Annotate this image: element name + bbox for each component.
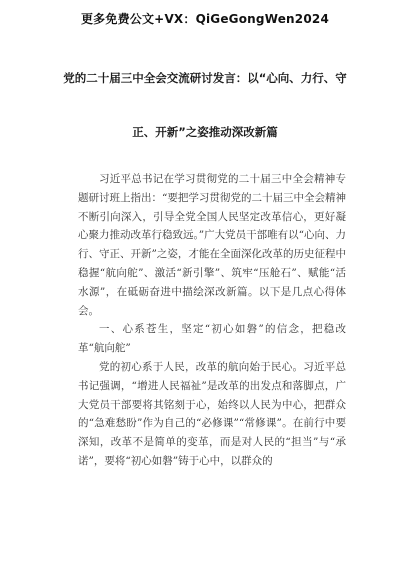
paragraph-intro: 习近平总书记在学习贯彻党的二十届三中全会精神专题研讨班上指出：“要把学习贯彻党的二十届三中全会精神不断引向深入，引导全党全国人民坚定改革信心，更好凝心聚力推动改革行稳致远。”广大党员干部唯有以“心向、力行、守正、开新”之姿，才能在全面深化改革的历史征程中稳握“航向舵”、激活“新引擎”、筑牢“压舱石”、赋能“活水源”，在砥砺奋进中描绘深改新篇。以下是几点心得体会。	[78, 173, 346, 317]
promo-header: 更多免费公文+VX：QiGeGongWen2024	[80, 12, 329, 26]
document-title-line-1: 党的二十届三中全会交流研讨发言：以“心向、力行、守	[63, 71, 347, 85]
section-heading-1: 一、心系苍生，坚定“初心如磐”的信念，把稳改革“航向舵”	[78, 323, 346, 355]
document-body	[78, 170, 346, 471]
paragraph-section-1: 党的初心系于人民，改革的航向始于民心。习近平总书记强调，“增进人民福祉”是改革的出发点和落脚点，广大党员干部要将其铭刻于心，始终以人民为中心，把群众的“急难愁盼”作为自己的“必修课”“常修课”。在前行中要深知，改革不是简单的变革，而是对人民的“担当”与“承诺”，要将“初心如磐”铸于心中，以群众的	[78, 360, 346, 467]
document-title-line-2: 正、开新”之姿推动深改新篇	[132, 125, 278, 139]
